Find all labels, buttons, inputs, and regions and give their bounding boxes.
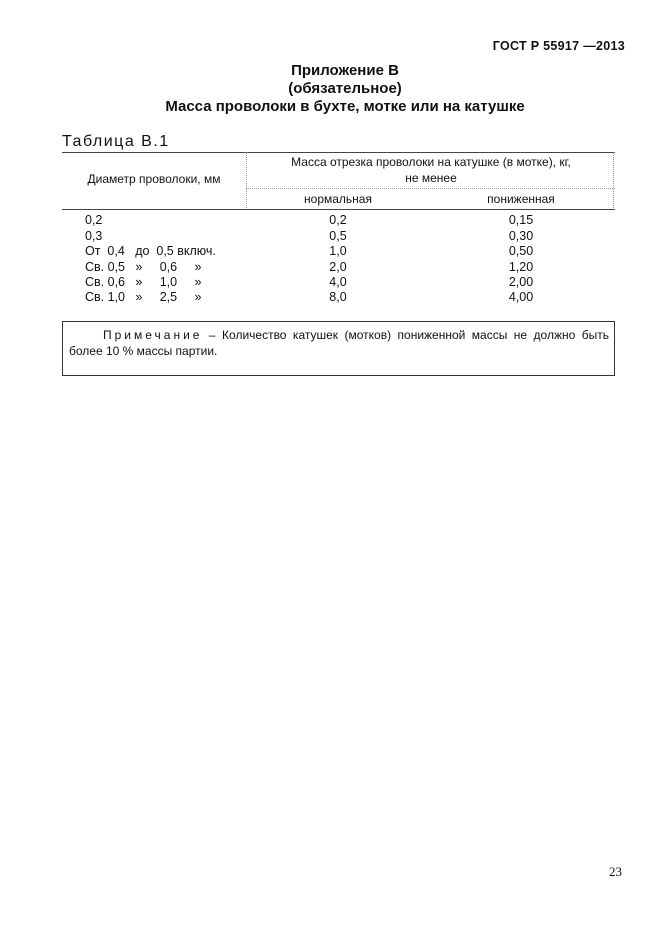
cell-normal: 4,0	[329, 275, 347, 289]
document-code: ГОСТ Р 55917 —2013	[492, 39, 625, 53]
cell-normal: 0,5	[329, 229, 347, 243]
header-normal: нормальная	[304, 192, 372, 206]
cell-reduced: 4,00	[508, 290, 534, 304]
cell-reduced: 1,20	[508, 260, 534, 274]
cell-diameter: Св. 0,5 » 0,6 »	[85, 260, 202, 274]
cell-diameter: Св. 1,0 » 2,5 »	[85, 290, 202, 304]
cell-normal: 8,0	[329, 290, 347, 304]
note-text	[69, 327, 609, 359]
header-reduced: пониженная	[487, 192, 555, 206]
table-top-border	[62, 152, 615, 153]
cell-reduced: 0,30	[508, 229, 534, 243]
cell-normal: 1,0	[329, 244, 347, 258]
cell-diameter: Св. 0,6 » 1,0 »	[85, 275, 202, 289]
header-mass-min: не менее	[405, 171, 457, 185]
cell-diameter: 0,2	[85, 213, 103, 227]
column-divider-right	[613, 152, 614, 210]
appendix-status: (обязательное)	[288, 80, 402, 97]
cell-normal: 0,2	[329, 213, 347, 227]
cell-reduced: 0,50	[508, 244, 534, 258]
cell-diameter: 0,3	[85, 229, 103, 243]
appendix-title: Приложение В	[291, 62, 399, 79]
appendix-subject: Масса проволоки в бухте, мотке или на катушке	[165, 98, 525, 115]
cell-normal: 2,0	[329, 260, 347, 274]
header-mass: Масса отрезка проволоки на катушке (в мотке), кг,	[291, 155, 571, 169]
cell-diameter: От 0,4 до 0,5 включ.	[85, 244, 216, 258]
note-box	[62, 321, 615, 376]
page-number: 23	[609, 864, 622, 879]
header-diameter: Диаметр проволоки, мм	[87, 172, 221, 186]
header-bottom-border	[62, 209, 615, 210]
column-divider	[246, 152, 247, 210]
cell-reduced: 2,00	[508, 275, 534, 289]
note-label: Примечание	[103, 328, 203, 342]
subheader-divider	[246, 188, 615, 189]
note-body: – Количество катушек (мотков) пониженной массы не должно быть более 10 % массы партии.	[69, 328, 609, 358]
cell-reduced: 0,15	[508, 213, 534, 227]
table-caption: Таблица В.1	[62, 133, 170, 150]
